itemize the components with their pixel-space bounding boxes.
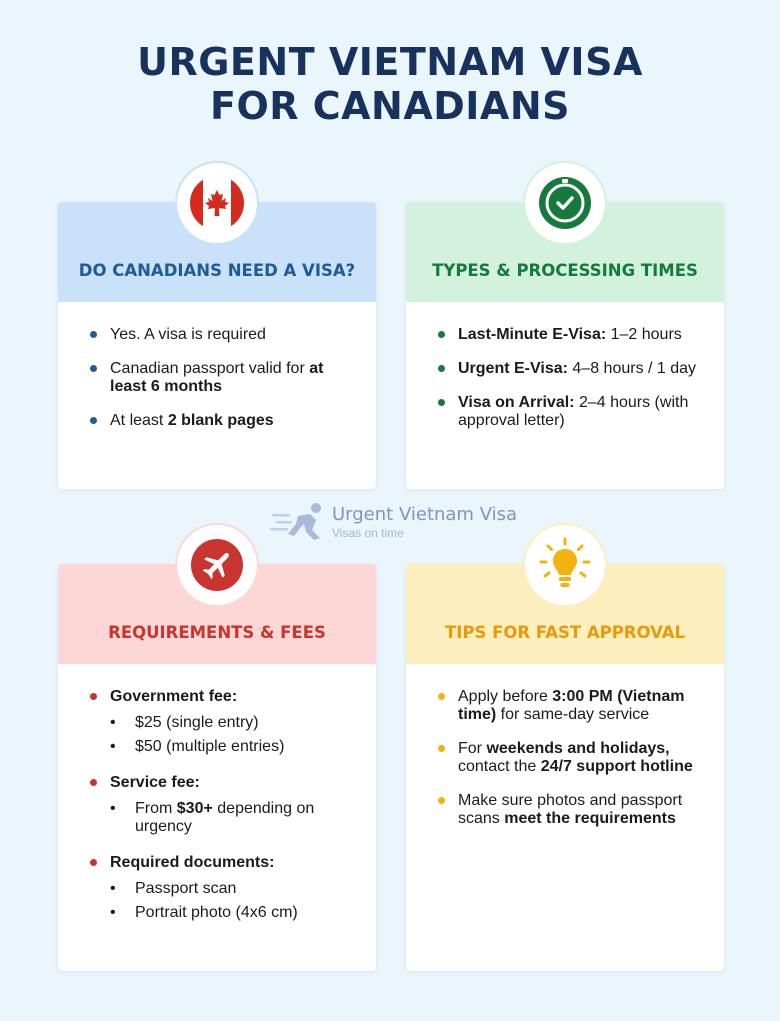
canada-flag-icon <box>190 176 244 230</box>
card-need-visa <box>58 202 376 489</box>
card-requirements-heading: REQUIREMENTS & FEES <box>58 564 376 664</box>
list-item: Make sure photos and passport scans meet the requirements <box>438 792 704 828</box>
airplane-icon <box>190 538 244 592</box>
need-visa-list <box>58 302 376 430</box>
list-item: Yes. A visa is required <box>90 326 356 344</box>
card-types-heading: TYPES & PROCESSING TIMES <box>406 202 724 302</box>
title-line-1: URGENT VIETNAM VISA <box>137 40 643 84</box>
list-item: Required documents: • Passport scan • Portrait photo (4x6 cm) <box>90 854 356 922</box>
list-item: Service fee: • From $30+ depending on urgency <box>90 774 356 836</box>
sub-list <box>110 880 356 922</box>
list-item: Visa on Arrival: 2–4 hours (with approval letter) <box>438 394 704 430</box>
list-item: Government fee: • $25 (single entry) • $50 (multiple entries) <box>90 688 356 756</box>
clock-badge <box>523 161 607 245</box>
sub-list <box>110 714 356 756</box>
list-item: Last-Minute E-Visa: 1–2 hours <box>438 326 704 344</box>
sub-list-item: • Portrait photo (4x6 cm) <box>110 904 356 922</box>
page-title <box>0 40 780 128</box>
card-tips-heading: TIPS FOR FAST APPROVAL <box>406 564 724 664</box>
card-tips <box>406 564 724 971</box>
list-item: Canadian passport valid for at least 6 months <box>90 360 356 396</box>
card-types-processing <box>406 202 724 489</box>
list-item: For weekends and holidays, contact the 24/7 support hotline <box>438 740 704 776</box>
list-item: Apply before 3:00 PM (Vietnam time) for same-day service <box>438 688 704 724</box>
list-item: Urgent E-Visa: 4–8 hours / 1 day <box>438 360 704 378</box>
card-need-visa-heading: DO CANADIANS NEED A VISA? <box>58 202 376 302</box>
clock-icon <box>538 176 592 230</box>
card-requirements-fees <box>58 564 376 971</box>
lightbulb-badge <box>523 523 607 607</box>
watermark-logo <box>270 502 520 542</box>
watermark-tagline: Visas on time <box>332 526 404 540</box>
requirements-list <box>58 664 376 922</box>
sub-list-item: • From $30+ depending on urgency <box>110 800 356 836</box>
sub-list <box>110 800 356 836</box>
tips-list <box>406 664 724 828</box>
title-line-2: FOR CANADIANS <box>209 84 571 128</box>
airplane-badge <box>175 523 259 607</box>
types-list <box>406 302 724 430</box>
running-man-icon <box>270 502 328 542</box>
sub-list-item: • $25 (single entry) <box>110 714 356 732</box>
lightbulb-icon <box>536 536 594 594</box>
list-item: At least 2 blank pages <box>90 412 356 430</box>
sub-list-item: • Passport scan <box>110 880 356 898</box>
sub-list-item: • $50 (multiple entries) <box>110 738 356 756</box>
canada-flag-badge <box>175 161 259 245</box>
watermark-name: Urgent Vietnam Visa <box>332 504 518 525</box>
